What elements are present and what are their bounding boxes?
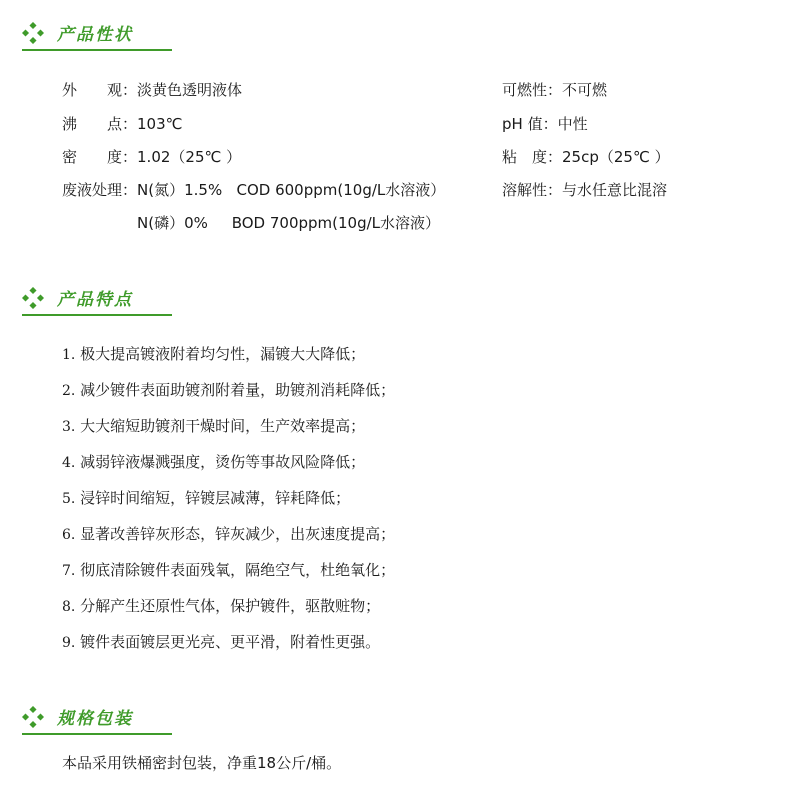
four-diamond-bullet-icon	[22, 706, 44, 728]
section-title: 产品特点	[57, 290, 133, 310]
prop-label: 密 度：	[62, 148, 138, 166]
prop-value: 中性	[557, 115, 588, 133]
feature-item	[62, 632, 395, 668]
prop-value: 103℃	[137, 115, 183, 133]
prop-ph	[502, 114, 588, 134]
section-underline	[22, 314, 172, 316]
section-header-features	[22, 285, 202, 325]
section-header-packaging	[22, 704, 202, 744]
prop-label: 外 观：	[62, 81, 138, 99]
section-title: 产品性状	[57, 25, 133, 45]
feature-item	[62, 416, 395, 452]
feature-number: 3.	[62, 419, 76, 435]
feature-text: 浸锌时间缩短，锌镀层减薄，锌耗降低；	[80, 489, 351, 507]
feature-number: 5.	[62, 491, 76, 507]
feature-number: 8.	[62, 599, 76, 615]
prop-label: pH 值：	[502, 115, 558, 133]
four-diamond-bullet-icon	[22, 287, 44, 309]
prop-value: 不可燃	[562, 81, 608, 99]
prop-waste	[62, 180, 445, 200]
prop-value: 与水任意比混溶	[562, 181, 668, 199]
feature-item	[62, 488, 395, 524]
packaging-text: 本品采用铁桶密封包装，净重18公斤/桶。	[62, 754, 342, 772]
feature-item	[62, 344, 395, 380]
prop-boiling-point	[62, 114, 183, 134]
feature-text: 彻底清除镀件表面残氧，隔绝空气，杜绝氧化；	[80, 561, 396, 579]
prop-solubility	[502, 180, 667, 200]
prop-label: 废液处理：	[62, 181, 138, 199]
feature-text: 镀件表面镀层更光亮、更平滑，附着性更强。	[80, 633, 381, 651]
feature-number: 9.	[62, 635, 76, 651]
prop-label: 粘 度：	[502, 148, 563, 166]
feature-item	[62, 560, 395, 596]
section-title: 规格包装	[57, 709, 133, 729]
prop-waste-line2	[137, 213, 440, 233]
prop-density	[62, 147, 241, 167]
four-diamond-bullet-icon	[22, 22, 44, 44]
prop-label: 可燃性：	[502, 81, 563, 99]
prop-value: N(磷）0% BOD 700ppm(10g/L水溶液）	[137, 214, 441, 232]
prop-value: 1.02（25℃ ）	[137, 148, 242, 166]
feature-number: 7.	[62, 563, 76, 579]
feature-item	[62, 380, 395, 416]
feature-item	[62, 596, 395, 632]
section-header-properties	[22, 20, 202, 60]
prop-label: 沸 点：	[62, 115, 138, 133]
feature-text: 减弱锌液爆溅强度，烫伤等事故风险降低；	[80, 453, 366, 471]
feature-number: 2.	[62, 383, 76, 399]
feature-text: 分解产生还原性气体，保护镀件，驱散赃物；	[80, 597, 381, 615]
prop-label: 溶解性：	[502, 181, 563, 199]
feature-item	[62, 452, 395, 488]
prop-value: 淡黄色透明液体	[137, 81, 243, 99]
feature-number: 1.	[62, 347, 76, 363]
prop-viscosity	[502, 147, 670, 167]
feature-text: 大大缩短助镀剂干燥时间，生产效率提高；	[80, 417, 366, 435]
feature-number: 6.	[62, 527, 76, 543]
prop-value: N(氮）1.5% COD 600ppm(10g/L水溶液）	[137, 181, 446, 199]
feature-item	[62, 524, 395, 560]
prop-appearance	[62, 80, 242, 100]
feature-text: 极大提高镀液附着均匀性，漏镀大大降低；	[80, 345, 366, 363]
feature-number: 4.	[62, 455, 76, 471]
prop-flammability	[502, 80, 607, 100]
feature-text: 减少镀件表面助镀剂附着量，助镀剂消耗降低；	[80, 381, 396, 399]
feature-text: 显著改善锌灰形态，锌灰减少，出灰速度提高；	[80, 525, 396, 543]
prop-value: 25cp（25℃ ）	[562, 148, 670, 166]
section-underline	[22, 49, 172, 51]
section-underline	[22, 733, 172, 735]
feature-list	[62, 344, 395, 668]
